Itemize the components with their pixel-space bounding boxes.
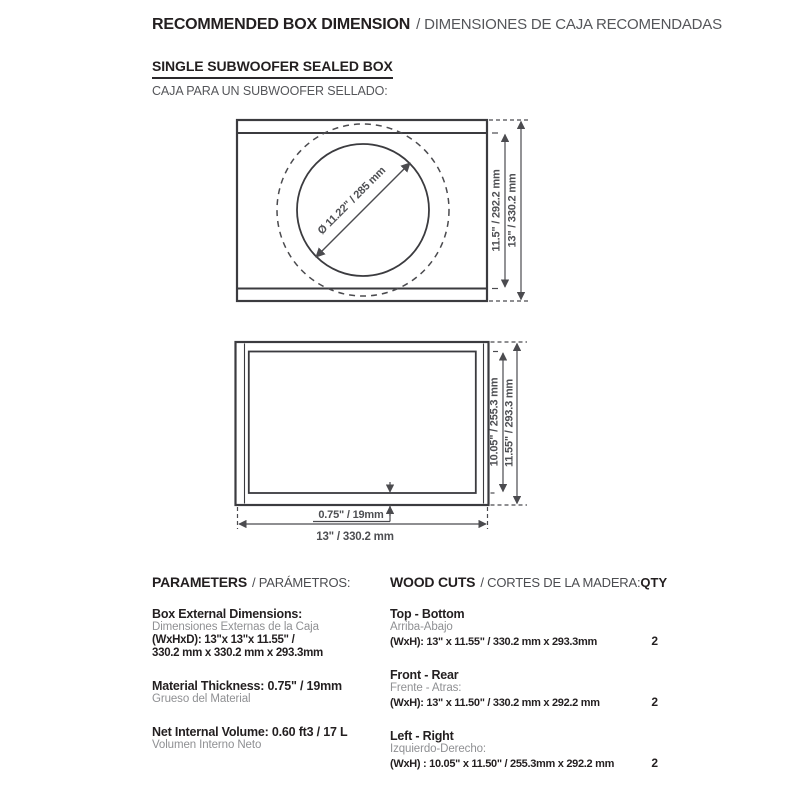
section-header (152, 58, 393, 98)
inner-height-label: 10.05" / 255.3 mm (488, 377, 501, 467)
woodcuts-section (390, 574, 668, 790)
inner-height-label: 11.5" / 292.2 mm (490, 169, 503, 252)
woodcut-value: (WxH): 13" x 11.50" / 330.2 mm x 292.2 mm (390, 697, 600, 709)
parameter-item (152, 725, 388, 752)
woodcuts-heading-en: WOOD CUTS (390, 574, 476, 590)
woodcut-title: Front - Rear (390, 668, 459, 682)
woodcut-qty: 2 (651, 695, 658, 709)
outer-width-label: 13" / 330.2 mm (316, 531, 394, 543)
woodcut-subtitle: Frente - Atras: (390, 682, 462, 694)
parameters-heading-es: / PARÁMETROS: (251, 575, 351, 590)
inner-box (249, 352, 476, 494)
page-title-es: / DIMENSIONES DE CAJA RECOMENDADAS (416, 16, 722, 33)
woodcut-value: (WxH) : 10.05" x 11.50" / 255.3mm x 292.2 mm (390, 758, 615, 770)
woodcut-title: Top - Bottom (390, 607, 465, 621)
cutout-diameter-label: Ø 11.22" / 285 mm (315, 164, 389, 238)
outer-box (236, 342, 489, 505)
woodcut-row (390, 729, 658, 771)
outer-height-label: 13" / 330.2 mm (506, 173, 519, 248)
woodcut-qty: 2 (651, 756, 658, 770)
parameter-title: Material Thickness: 0.75" / 19mm (152, 679, 342, 693)
page-title-en: RECOMMENDED BOX DIMENSION (152, 16, 411, 33)
section-subtitle: CAJA PARA UN SUBWOOFER SELLADO: (152, 84, 388, 98)
parameter-item (152, 607, 388, 660)
qty-column-header: QTY (640, 575, 668, 590)
parameters-heading (152, 574, 388, 592)
outer-height-label: 11.55" / 293.3 mm (503, 378, 516, 468)
parameter-title: Net Internal Volume: 0.60 ft3 / 17 L (152, 725, 348, 739)
parameter-value: (WxHxD): 13"x 13"x 11.55" / (152, 634, 295, 646)
front-view-drawing (225, 334, 535, 548)
diameter-dimension-arrow (316, 163, 410, 257)
woodcut-value: (WxH): 13" x 11.55" / 330.2 mm x 293.3mm (390, 636, 597, 648)
woodcut-qty: 2 (651, 634, 658, 648)
parameter-subtitle: Dimensiones Externas de la Caja (152, 621, 319, 633)
parameter-item (152, 679, 388, 706)
parameter-subtitle: Grueso del Material (152, 693, 251, 705)
woodcut-title: Left - Right (390, 729, 454, 743)
parameter-title: Box External Dimensions: (152, 607, 303, 621)
woodcut-subtitle: Arriba-Abajo (390, 621, 453, 633)
woodcut-row (390, 607, 658, 649)
parameter-value: 330.2 mm x 330.2 mm x 293.3mm (152, 647, 323, 659)
woodcuts-heading-es: / CORTES DE LA MADERA: (480, 575, 641, 590)
woodcuts-heading (390, 574, 668, 592)
parameters-section (152, 574, 388, 771)
parameters-heading-en: PARAMETERS (152, 574, 247, 590)
top-view-drawing (225, 110, 535, 322)
woodcut-row (390, 668, 658, 710)
section-title: SINGLE SUBWOOFER SEALED BOX (152, 58, 393, 79)
parameter-subtitle: Volumen Interno Neto (152, 739, 262, 751)
woodcut-subtitle: Izquierdo-Derecho: (390, 743, 487, 755)
material-thickness-label: 0.75" / 19mm (318, 509, 384, 521)
page-title (152, 16, 722, 34)
